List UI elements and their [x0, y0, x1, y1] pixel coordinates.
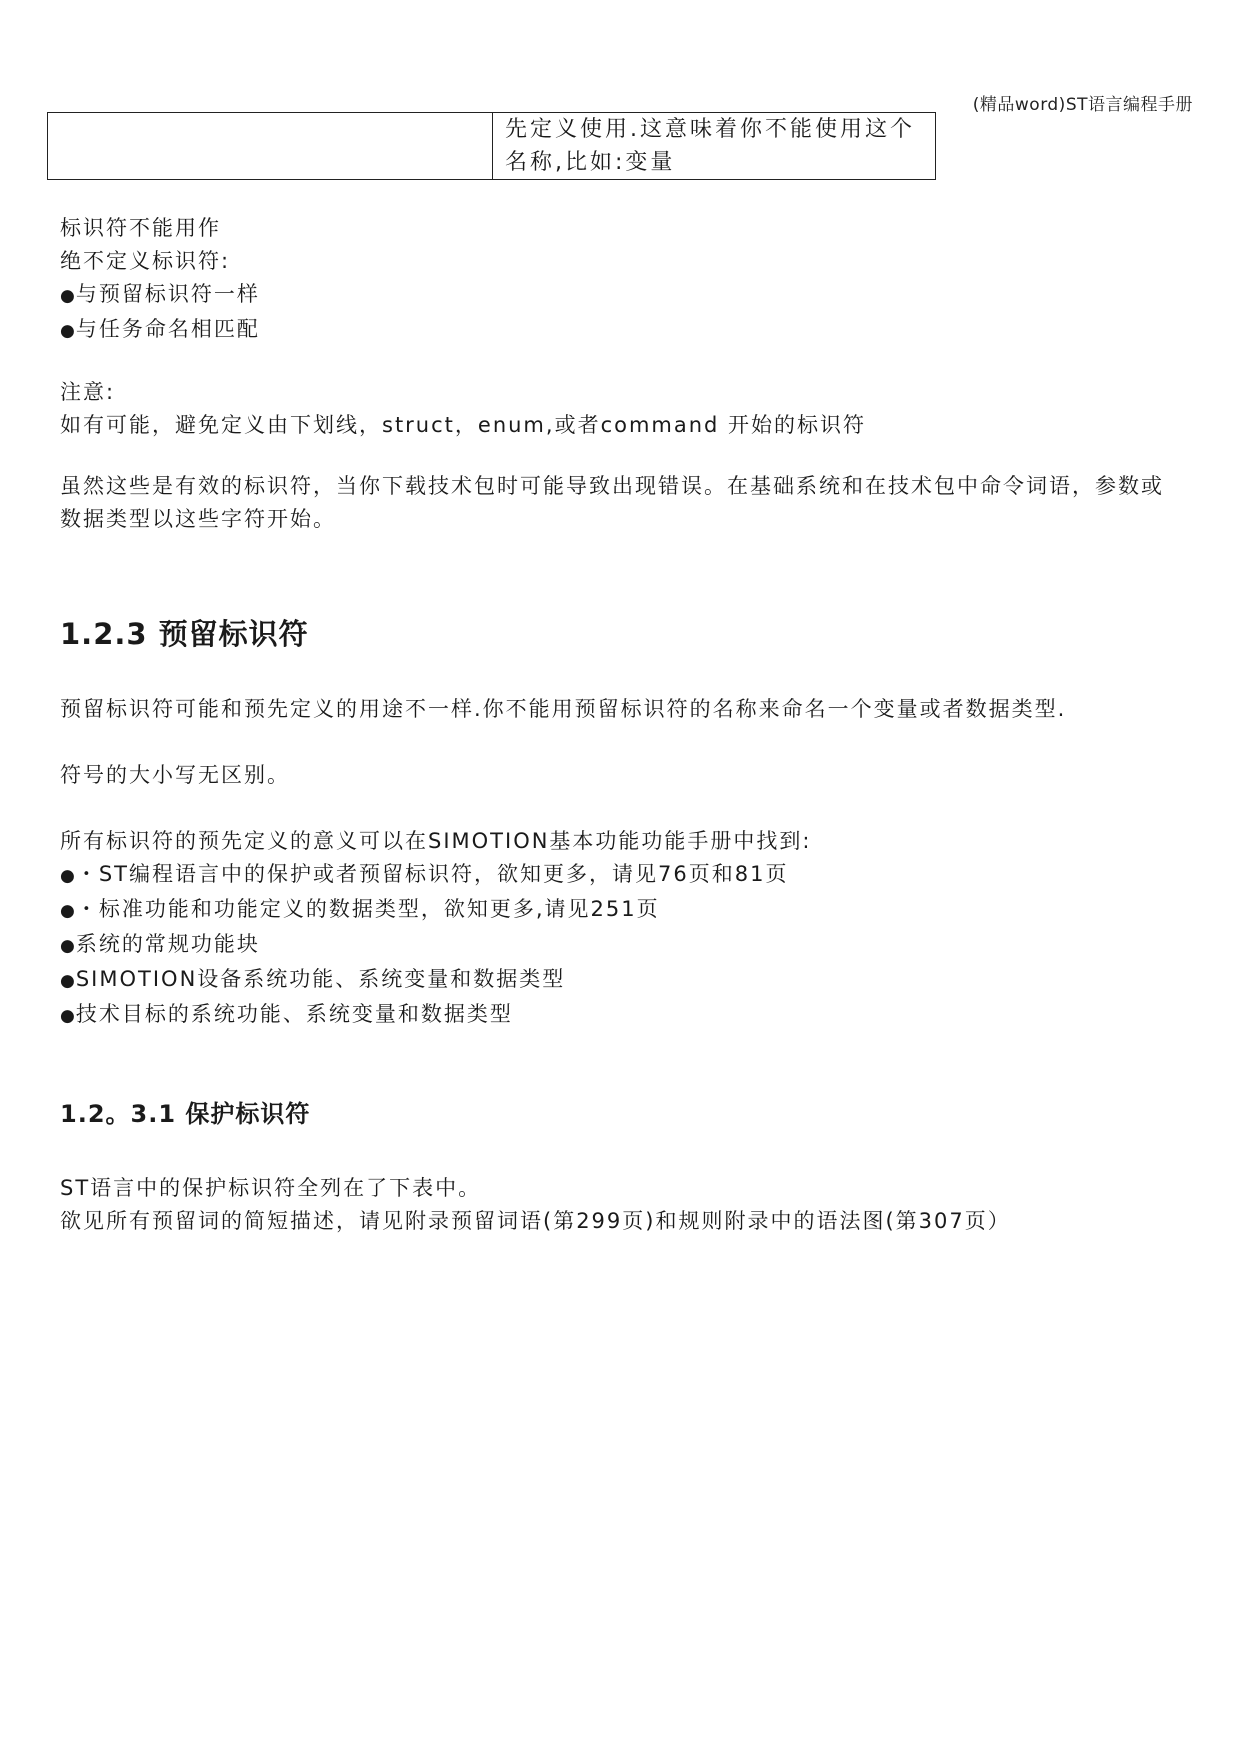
- continued-table: [47, 112, 936, 180]
- warning-paragraph: 虽然这些是有效的标识符，当你下载技术包时可能导致出现错误。在基础系统和在技术包中命令词语，参数或数据类型以这些字符开始。: [60, 474, 1164, 531]
- section-heading: 1.2.3 预留标识符: [60, 617, 309, 651]
- list-item: [60, 963, 812, 998]
- table-row: [48, 113, 936, 180]
- bullet-icon: ●: [60, 971, 75, 991]
- bullet-icon: ●: [60, 866, 75, 886]
- table-cell-line: 名称,比如:变量: [505, 150, 676, 175]
- subsection-heading: 1.2。3.1 保护标识符: [60, 1100, 311, 1128]
- list-item-text: 系统的常规功能块: [75, 932, 260, 956]
- list-item-text: 与任务命名相匹配: [75, 317, 260, 341]
- list-item: [60, 313, 260, 348]
- paragraph: ST语言中的保护标识符全列在了下表中。: [60, 1176, 482, 1200]
- list-item: [60, 998, 812, 1033]
- paragraph: 欲见所有预留词的简短描述，请见附录预留词语(第299页)和规则附录中的语法图(第307页）: [60, 1209, 1011, 1233]
- list-item-text: 技术目标的系统功能、系统变量和数据类型: [75, 1002, 513, 1026]
- protected-identifiers-intro: [60, 1172, 1011, 1238]
- list-item-text: SIMOTION设备系统功能、系统变量和数据类型: [75, 967, 566, 991]
- bullet-icon: ●: [60, 1006, 75, 1026]
- rules-line: 标识符不能用作: [60, 216, 221, 240]
- table-cell-line: 先定义使用.这意味着你不能使用这个: [505, 117, 915, 142]
- paragraph: 所有标识符的预先定义的意义可以在SIMOTION基本功能功能手册中找到:: [60, 829, 812, 853]
- list-item: [60, 858, 812, 893]
- paragraph: 符号的大小写无区别。: [60, 763, 290, 787]
- paragraph: 预留标识符可能和预先定义的用途不一样.你不能用预留标识符的名称来命名一个变量或者数据类型.: [60, 697, 1067, 721]
- table-cell-description: [493, 113, 936, 180]
- list-item: [60, 278, 260, 313]
- list-item-text: ・标准功能和功能定义的数据类型，欲知更多,请见251页: [75, 897, 660, 921]
- bullet-icon: ●: [60, 321, 75, 341]
- table-cell-empty: [48, 113, 493, 180]
- rules-line: 绝不定义标识符:: [60, 249, 231, 273]
- bullet-icon: ●: [60, 901, 75, 921]
- bullet-icon: ●: [60, 286, 75, 306]
- note-block: [60, 376, 866, 442]
- document-header-title: (精品word)ST语言编程手册: [972, 95, 1193, 115]
- list-item-text: 与预留标识符一样: [75, 282, 260, 306]
- list-item: [60, 928, 812, 963]
- identifier-rules: [60, 212, 260, 348]
- list-item-text: ・ST编程语言中的保护或者预留标识符，欲知更多，请见76页和81页: [75, 862, 789, 886]
- note-text: 如有可能，避免定义由下划线，struct，enum,或者command 开始的标识符: [60, 413, 867, 437]
- definitions-list: [60, 825, 812, 1033]
- list-item: [60, 893, 812, 928]
- note-label: 注意:: [60, 380, 116, 404]
- bullet-icon: ●: [60, 936, 75, 956]
